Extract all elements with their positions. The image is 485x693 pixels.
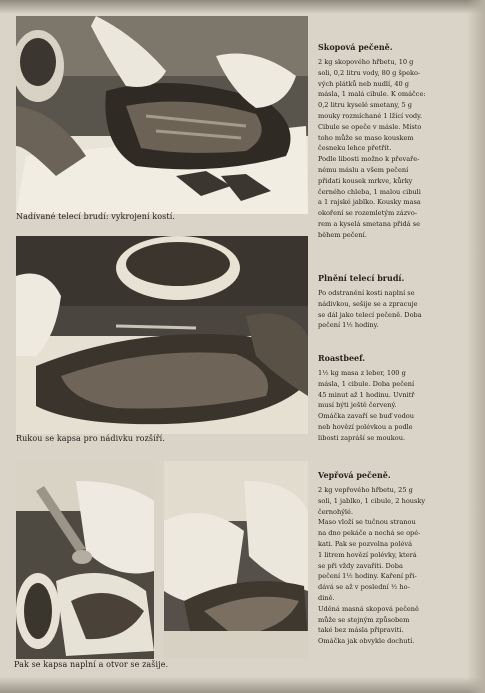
recipe-line: Omáčka jak obvykle dochutí. [318,637,415,646]
recipe-line: dává se až v poslední ½ ho- [318,583,410,592]
recipe-line: musí býti ještě červený. [318,401,397,410]
recipe-line: rem a kyselá smetana přidá se [318,219,420,228]
recipe-text [318,485,468,647]
recipe-line: Maso vloží se tučnou stranou [318,518,416,527]
recipe-line: mouky rozmíchané 1 lžící vody. [318,111,423,120]
caption-photo-3: Pak se kapsa naplní a otvor se zašije. [14,660,169,669]
recipe-line: 0,2 litru kyselé smetany, 5 g [318,101,412,110]
recipe-title: Vepřová pečeně. [318,470,391,480]
recipe-line: Cibule se opeče v másle. Místo [318,122,422,131]
photo-filling-pocket [16,461,154,659]
recipe-column-3 [318,353,468,444]
recipe-column-2 [318,273,468,331]
recipe-line: Omáčka zavaří se buď vodou [318,412,415,421]
recipe-line: nádivkou, sešije se a zpracuje [318,299,418,308]
recipe-line: libosti zapráší se moukou. [318,433,406,442]
recipe-line: okoření se rozemletým zázvo- [318,209,418,218]
recipe-line: másla, 1 cibule. Doba pečení [318,379,415,388]
page-edge-shadow [0,677,485,693]
recipe-line: soli, 1 jablko, 1 cibule, 2 housky [318,496,426,505]
recipe-line: Podle libosti možno k převaře- [318,155,420,164]
recipe-line: může se stejným způsobem [318,615,410,624]
recipe-line: vých plátků neb nudlí, 40 g [318,79,410,88]
recipe-column [318,42,468,241]
caption-photo-2: Rukou se kapsa pro nádivku rozšíří. [16,434,165,443]
recipe-line: černého chleba, 1 malou cibuli [318,187,421,196]
recipe-line: toho může se maso kouskem [318,133,414,142]
recipe-line: přidati kousek mrkve, kůrky [318,176,413,185]
recipe-line: na dno pekáče a nechá se opé- [318,529,421,538]
recipe-text [318,288,468,331]
recipe-line: 45 minut až 1 hodinu. Uvnitř [318,390,415,399]
recipe-line: 2 kg vepřového hřbetu, 25 g [318,486,413,494]
recipe-title: Skopová pečeně. [318,42,393,52]
recipe-line: dině. [318,593,335,602]
recipe-line: kati. Pak se pozvolna polévá [318,539,413,548]
recipe-line: neb hovězí polévkou a podle [318,422,413,431]
photo-sewing-opening [164,461,308,659]
recipe-line: také bez másla připraviti. [318,626,404,635]
caption-photo-1: Nadívané telecí brudí: vykrojení kostí. [16,212,175,221]
recipe-line: 2 kg skopového hřbetu, 10 g [318,58,414,66]
recipe-title: Plnění telecí brudí. [318,273,405,283]
recipe-line: Po odstranění kosti naplní se [318,289,415,297]
photo-pocket-widening [16,236,308,434]
recipe-line: nému máslu a všem pečení [318,165,409,174]
recipe-line: 1 litrem hovězí polévky, která [318,550,417,559]
recipe-line: se dál jako telecí pečeně. Doba [318,310,422,319]
recipe-column-4 [318,470,468,647]
recipe-line: Uděná masná skopová pečeně [318,604,419,613]
recipe-veprova-pecene [318,470,468,647]
recipe-line: černohýlé. [318,507,354,516]
recipe-line: másla, 1 malá cibule. K omáčce: [318,90,426,99]
page-edge-shadow [0,0,485,14]
recipe-plneni-teleci-brudi [318,273,468,331]
recipe-skopova-pecene [318,42,468,241]
recipe-line: během pečení. [318,230,367,239]
page-edge-shadow [467,0,485,693]
recipe-title: Roastbeef. [318,353,366,363]
recipe-line: pečení 1½ hodiny. Kaření při- [318,572,417,581]
recipe-roastbeef [318,353,468,444]
recipe-line: česneku lehce přetřít. [318,144,392,153]
recipe-line: 1½ kg masa z leber, 100 g [318,369,406,377]
recipe-text [318,368,468,444]
recipe-line: a 1 rajské jablko. Kousky masa [318,198,421,207]
recipe-line: se při vždy zavaříti. Doba [318,561,403,570]
recipe-line: soli, 0,2 litru vody, 80 g špeko- [318,68,421,77]
photo-deboning-veal [16,16,308,214]
recipe-text [318,57,468,241]
recipe-line: pečení 1½ hodiny. [318,321,379,330]
